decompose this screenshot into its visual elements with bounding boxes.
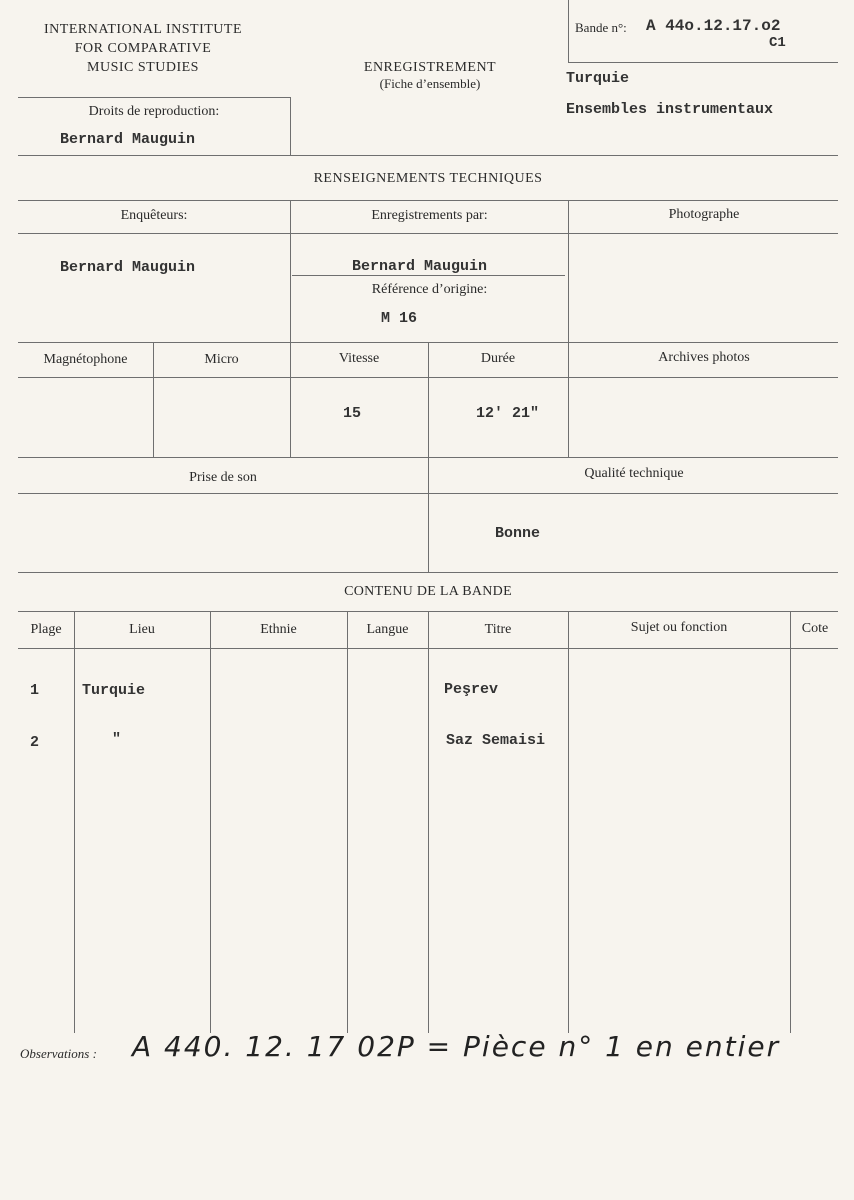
col-plage: Plage — [30, 622, 62, 637]
row-2-lieu: " — [112, 731, 122, 748]
micro-label: Micro — [204, 352, 239, 367]
row-1-lieu: Turquie — [82, 682, 146, 699]
tech-divider-7 — [428, 457, 429, 572]
col-langue: Langue — [366, 622, 409, 637]
form-title-sub: (Fiche d’ensemble) — [379, 76, 481, 91]
row-2-plage: 2 — [30, 734, 40, 751]
row-2-titre: Saz Semaisi — [446, 732, 546, 749]
duree-value: 12' 21" — [476, 405, 540, 422]
form-title-main: ENREGISTREMENT — [363, 60, 497, 75]
col-titre: Titre — [484, 622, 512, 637]
contenu-divider-1 — [74, 611, 75, 1033]
form-title — [320, 60, 540, 92]
bande-box-left — [568, 0, 569, 62]
category: Ensembles instrumentaux — [566, 101, 774, 118]
droits-label: Droits de reproduction: — [88, 104, 220, 119]
observations-label: Observations : — [20, 1046, 97, 1061]
row-1-plage: 1 — [30, 682, 40, 699]
tech-divider-5 — [428, 342, 429, 457]
enqueteurs-label: Enquêteurs: — [120, 208, 188, 223]
magnetophone-label: Magnétophone — [43, 352, 128, 367]
photographe-label: Photographe — [668, 207, 740, 222]
enregistrements-underline — [292, 275, 565, 276]
section-line-2 — [18, 200, 838, 201]
enregistrements-label: Enregistrements par: — [371, 208, 488, 223]
col-lieu: Lieu — [129, 622, 155, 637]
section-line-8 — [18, 572, 838, 573]
prise-label: Prise de son — [189, 470, 257, 485]
enqueteurs-value: Bernard Mauguin — [60, 259, 196, 276]
contenu-divider-4 — [428, 611, 429, 1033]
duree-label: Durée — [480, 351, 516, 366]
contenu-divider-3 — [347, 611, 348, 1033]
institute-line-3: MUSIC STUDIES — [87, 60, 199, 75]
archives-label: Archives photos — [658, 350, 750, 365]
bande-label: Bande n°: — [575, 20, 627, 35]
row-1-titre: Peşrev — [444, 681, 499, 698]
tech-divider-3 — [153, 342, 154, 457]
droits-box-top — [18, 97, 291, 98]
droits-value: Bernard Mauguin — [60, 131, 196, 148]
contenu-divider-5 — [568, 611, 569, 1033]
tech-divider-6 — [568, 342, 569, 457]
vitesse-value: 15 — [343, 405, 362, 422]
institute-name — [18, 20, 268, 77]
qualite-value: Bonne — [495, 525, 541, 542]
reference-label: Référence d’origine: — [371, 282, 488, 297]
tech-divider-4 — [290, 342, 291, 457]
institute-line-1: INTERNATIONAL INSTITUTE — [44, 22, 242, 37]
section-line-7 — [18, 493, 838, 494]
droits-box-right — [290, 97, 291, 155]
reference-value: M 16 — [381, 310, 418, 327]
institute-line-2: FOR COMPARATIVE — [74, 41, 212, 56]
contenu-divider-2 — [210, 611, 211, 1033]
tech-divider-1 — [290, 200, 291, 342]
vitesse-label: Vitesse — [338, 351, 380, 366]
bande-number: A 44o.12.17.o2 — [646, 17, 781, 35]
observations-handwritten: A 440. 12. 17 02P = Pièce n° 1 en entier — [132, 1030, 781, 1063]
technical-title: RENSEIGNEMENTS TECHNIQUES — [313, 171, 543, 186]
col-cote: Cote — [801, 621, 829, 636]
contenu-divider-6 — [790, 611, 791, 1033]
col-sujet: Sujet ou fonction — [630, 620, 728, 635]
section-line-1 — [18, 155, 838, 156]
enregistrements-value: Bernard Mauguin — [352, 258, 488, 275]
section-line-3 — [18, 233, 838, 234]
col-ethnie: Ethnie — [260, 622, 297, 637]
bande-box-bottom — [568, 62, 838, 63]
section-line-5 — [18, 377, 838, 378]
bande-suffix: C1 — [769, 35, 786, 51]
contenu-title: CONTENU DE LA BANDE — [344, 584, 512, 599]
country: Turquie — [566, 70, 630, 87]
tech-divider-2 — [568, 200, 569, 342]
qualite-label: Qualité technique — [584, 466, 684, 481]
